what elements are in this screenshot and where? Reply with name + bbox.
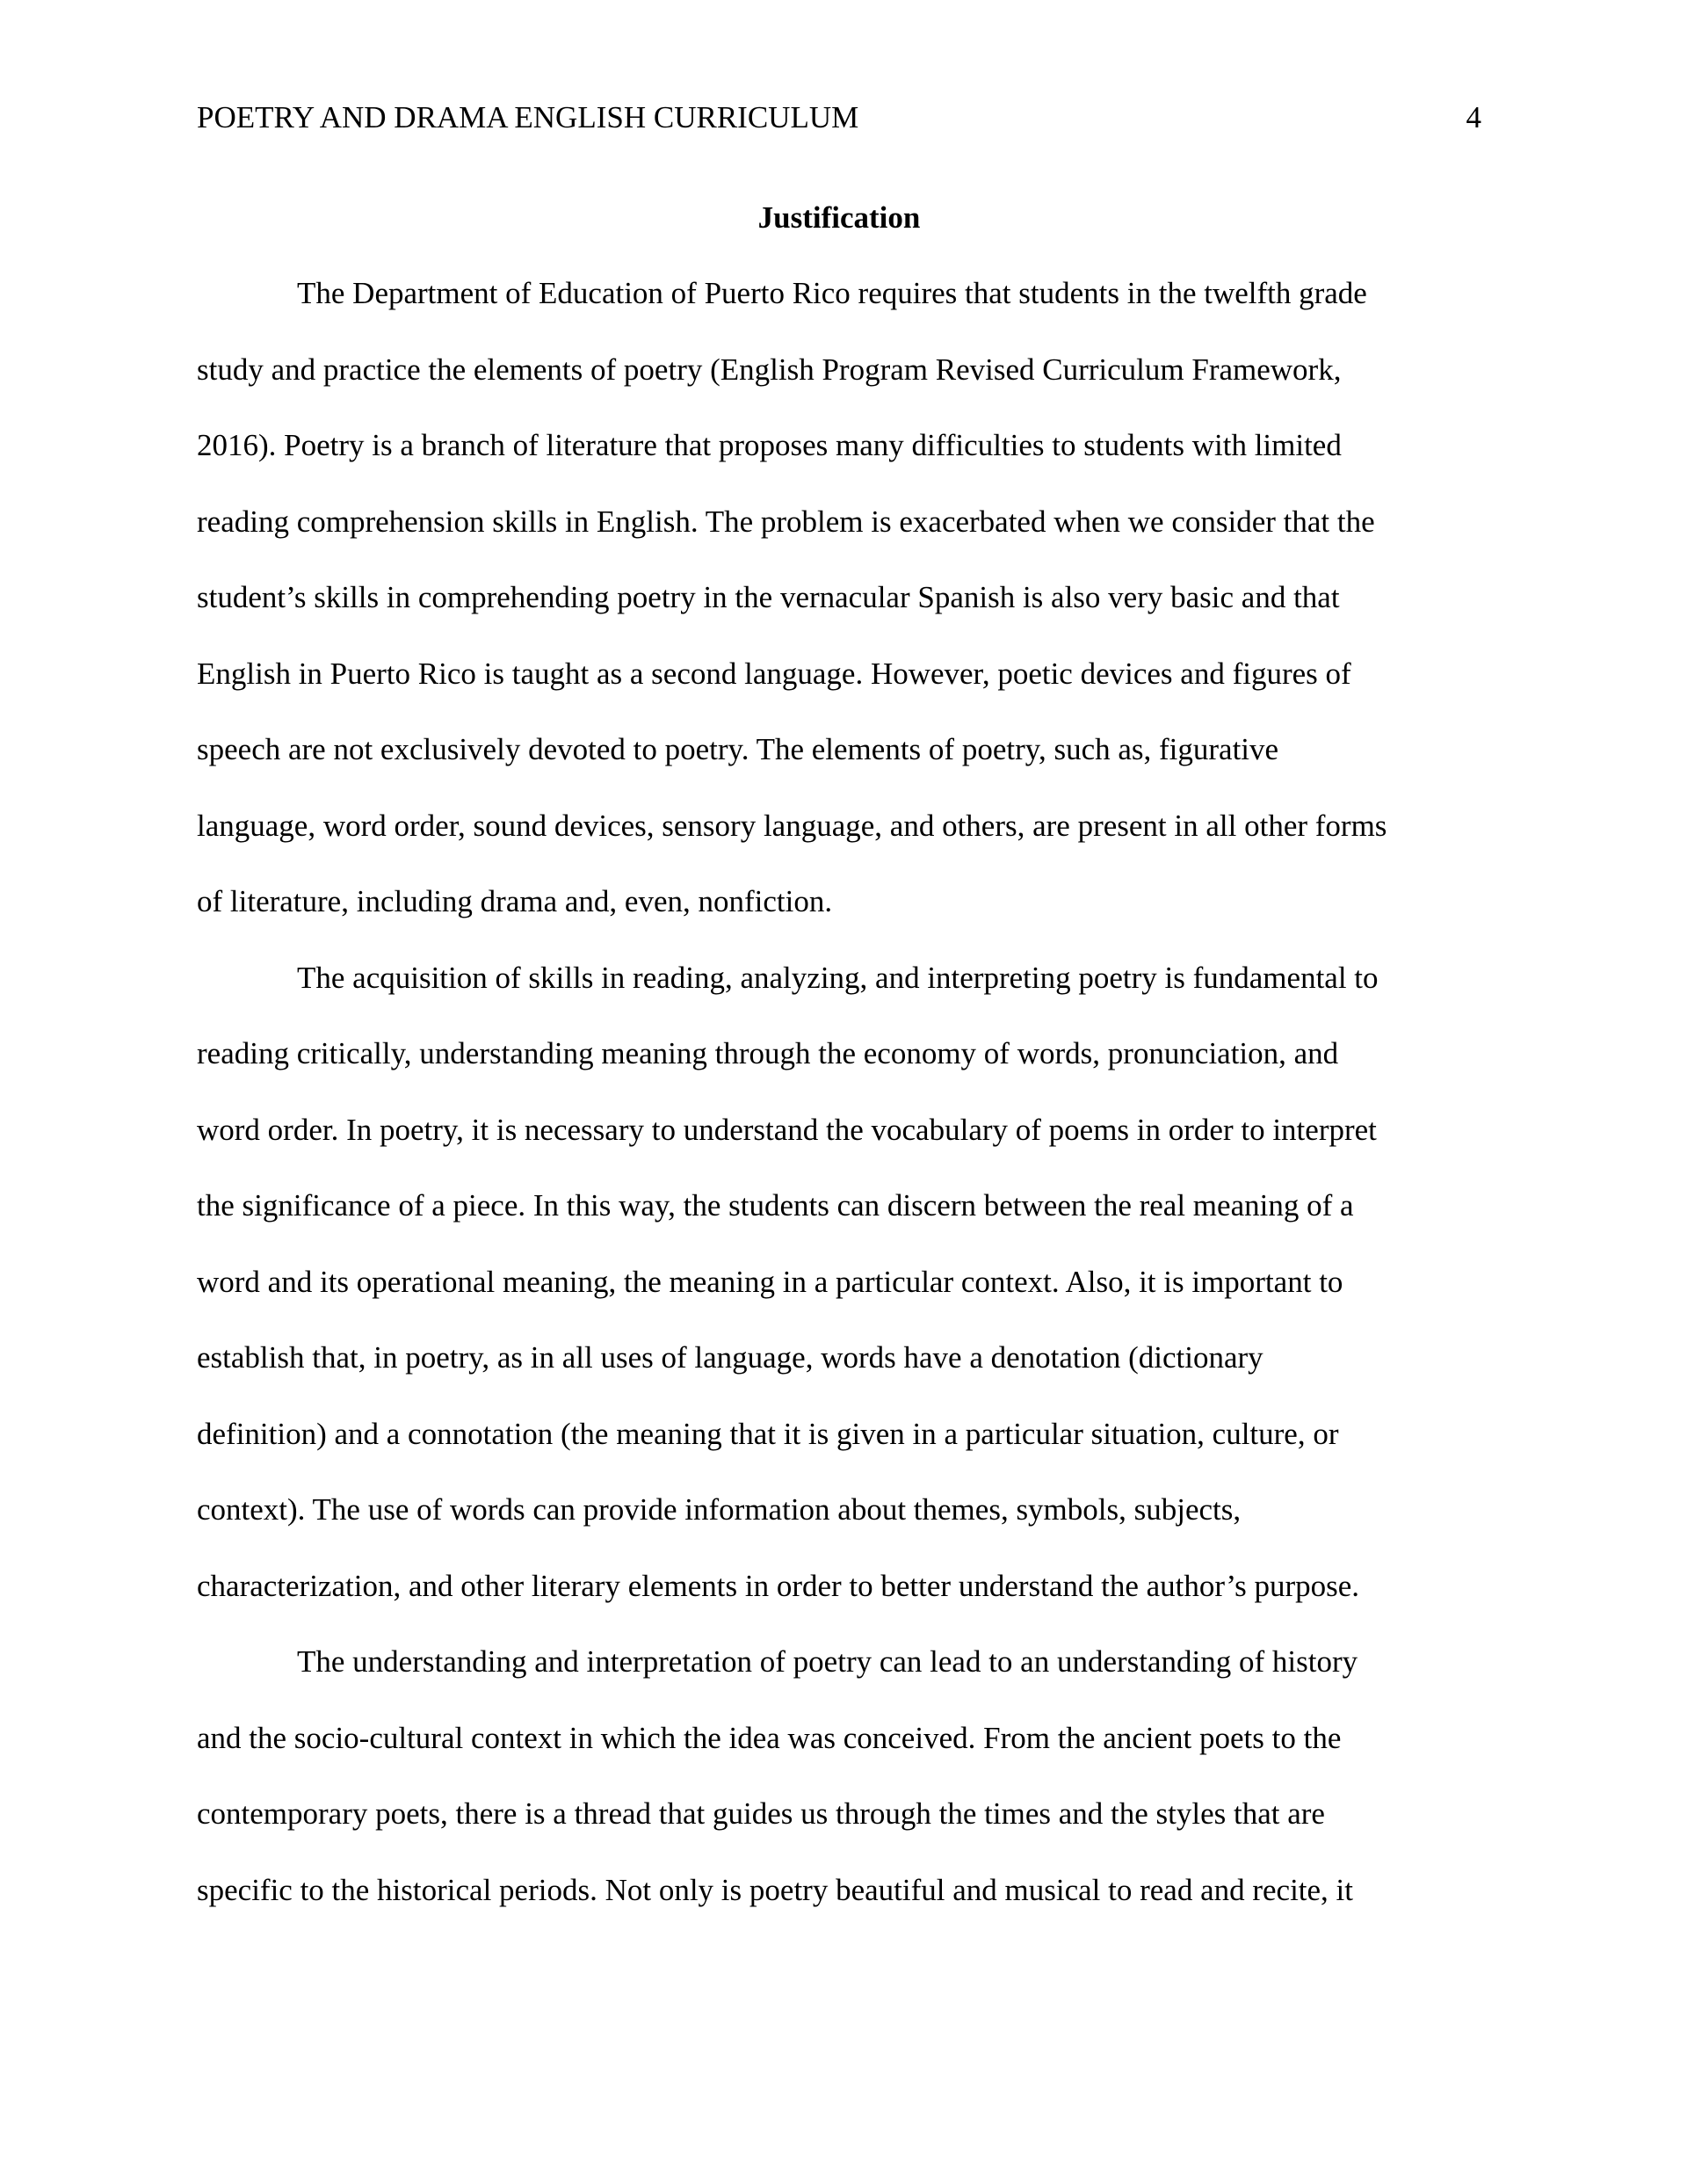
paragraph-2-line: reading critically, understanding meaning through the economy of words, pronunciation, and xyxy=(197,1036,1339,1070)
paragraph-1-line: of literature, including drama and, even, nonfiction. xyxy=(197,884,833,918)
paragraph-1-line: reading comprehension skills in English. The problem is exacerbated when we consider that the xyxy=(197,504,1375,539)
paragraph-2-line: characterization, and other literary elements in order to better understand the author’s purpose. xyxy=(197,1568,1360,1603)
paragraph-2-line: definition) and a connotation (the meaning that it is given in a particular situation, culture, or xyxy=(197,1416,1339,1451)
paragraph-2-line: word and its operational meaning, the meaning in a particular context. Also, it is important to xyxy=(197,1264,1343,1299)
running-head: POETRY AND DRAMA ENGLISH CURRICULUM xyxy=(197,100,859,134)
paragraph-1-line: language, word order, sound devices, sensory language, and others, are present in all other forms xyxy=(197,808,1387,843)
section-title: Justification xyxy=(757,200,921,235)
paragraph-3-line: specific to the historical periods. Not only is poetry beautiful and musical to read and recite, it xyxy=(197,1872,1354,1907)
page-number: 4 xyxy=(1466,100,1481,134)
paragraph-2-line: the significance of a piece. In this way, the students can discern between the real meaning of a xyxy=(197,1188,1354,1223)
paragraph-1-line: study and practice the elements of poetry (English Program Revised Curriculum Framework, xyxy=(197,352,1342,387)
paragraph-2-line: context). The use of words can provide information about themes, symbols, subjects, xyxy=(197,1492,1242,1527)
paragraph-1-line: student’s skills in comprehending poetry in the vernacular Spanish is also very basic and that xyxy=(197,580,1340,614)
body-text xyxy=(197,274,1497,1947)
paragraph-3-line: and the socio-cultural context in which the idea was conceived. From the ancient poets to the xyxy=(197,1720,1342,1755)
paragraph-2-line: word order. In poetry, it is necessary to understand the vocabulary of poems in order to interpret xyxy=(197,1112,1377,1147)
paragraph-1-line: 2016). Poetry is a branch of literature that proposes many difficulties to students with limited xyxy=(197,428,1342,462)
paragraph-1-line: speech are not exclusively devoted to poetry. The elements of poetry, such as, figurative xyxy=(197,732,1279,766)
paragraph-3-line: The understanding and interpretation of poetry can lead to an understanding of history xyxy=(297,1644,1358,1679)
paragraph-1-line: English in Puerto Rico is taught as a second language. However, poetic devices and figures of xyxy=(197,656,1351,691)
paragraph-1-line: The Department of Education of Puerto Rico requires that students in the twelfth grade xyxy=(297,276,1367,310)
paragraph-2-line: The acquisition of skills in reading, analyzing, and interpreting poetry is fundamental to xyxy=(297,960,1379,995)
paragraph-2-line: establish that, in poetry, as in all uses of language, words have a denotation (dictionary xyxy=(197,1340,1263,1375)
paragraph-3-line: contemporary poets, there is a thread that guides us through the times and the styles that are xyxy=(197,1796,1325,1831)
